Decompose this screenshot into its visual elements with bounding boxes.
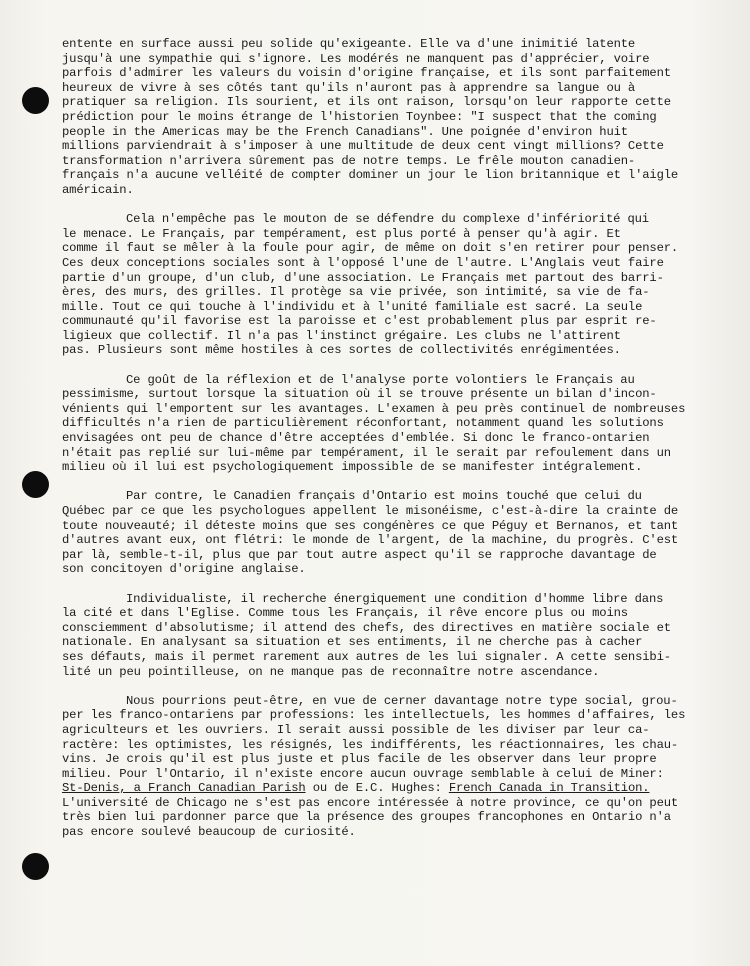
text-line: communauté qu'il favorise est la paroisse et c'est probablement plus par esprit re- xyxy=(62,314,657,329)
paragraph-2 xyxy=(62,212,734,358)
text-line: très bien lui pardonner parce que la présence des groupes francophones en Ontario n'a xyxy=(62,810,671,825)
text-line: pas encore soulevé beaucoup de curiosité. xyxy=(62,825,356,840)
binder-hole xyxy=(22,87,49,114)
binder-hole xyxy=(22,853,49,880)
binder-hole xyxy=(22,471,49,498)
text-line: vénients qui l'emportent sur les avantages. L'examen à peu près continuel de nombreuses xyxy=(62,401,686,416)
text-line: transformation n'arrivera sûrement pas de notre temps. Le frêle mouton canadien- xyxy=(62,153,636,168)
paragraph-6 xyxy=(62,694,734,840)
paragraph-3 xyxy=(62,373,734,475)
text-line: Individualiste, il recherche énergiquement une condition d'homme libre dans xyxy=(126,591,664,606)
text-line: people in the Americas may be the French Canadians". Une poignée d'environ huit xyxy=(62,124,628,139)
text-line: difficultés n'a rien de particulièrement réconfortant, notamment quand les solutions xyxy=(62,416,664,431)
text-line: ractère: les optimistes, les résignés, les indifférents, les réactionnaires, les chau- xyxy=(62,737,679,752)
text-line: n'était pas replié sur lui-même par tempérament, il le serait par refoulement dans un xyxy=(62,445,671,460)
text-line: par là, semble-t-il, plus que par tout autre aspect qu'il se rapproche davantage de xyxy=(62,547,657,562)
text-line: millions parviendrait à s'imposer à une multitude de deux cent vingt millions? Cette xyxy=(62,139,664,154)
page-text xyxy=(62,37,734,840)
text-line: prédiction pour le moins étrange de l'historien Toynbee: "I suspect that the coming xyxy=(62,109,657,124)
text-line: parfois d'admirer les valeurs du voisin d'origine française, et ils sont parfaitement xyxy=(62,66,671,81)
text-line: envisagées ont peu de chance d'être acceptées d'emblée. Si donc le franco-ontarien xyxy=(62,431,650,446)
text-line: consciemment d'absolutisme; il attend des chefs, des directives en matière sociale et xyxy=(62,620,671,635)
text-line: toute nouveauté; il déteste moins que ses congénères ce que Péguy et Bernanos, et tant xyxy=(62,518,679,533)
text-line: pas. Plusieurs sont même hostiles à ces sortes de collectivités enrégimentées. xyxy=(62,343,621,358)
text-line: Nous pourrions peut-être, en vue de cerner davantage notre type social, grou- xyxy=(126,693,678,708)
book-title-hughes: French Canada in Transition. xyxy=(448,781,650,796)
text-line: ses défauts, mais il permet rarement aux autres de les lui signaler. A cette sensibi- xyxy=(62,649,671,664)
text-line: le menace. Le Français, par tempérament, est plus porté à penser qu'à agir. Et xyxy=(62,226,621,241)
text-line: ligieux que collectif. Il n'a pas l'instinct grégaire. Les clubs ne l'attirent xyxy=(62,328,621,343)
text-line: mille. Tout ce qui touche à l'individu et à l'unité familiale est sacré. La seule xyxy=(62,299,643,314)
text-line: partie d'un groupe, d'un club, d'une association. Le Français met partout des barri- xyxy=(62,270,664,285)
text-line: lité un peu pointilleuse, on ne manque pas de reconnaître notre ascendance. xyxy=(62,664,600,679)
paragraph-4 xyxy=(62,489,734,577)
text-line: Québec par ce que les psychologues appellent le misonéisme, c'est-à-dire la crainte de xyxy=(62,504,679,518)
text-line: pratiquer sa religion. Ils sourient, et ils ont raison, lorsqu'on leur rapporte cette xyxy=(62,95,671,110)
text-line: agriculteurs et les ouvriers. Il serait aussi possible de les diviser par leur ca- xyxy=(62,722,650,737)
paragraph-5 xyxy=(62,592,734,680)
text-line: ères, des murs, des grilles. Il protège sa vie privée, son intimité, sa vie de fa- xyxy=(62,285,650,300)
book-title-miner: St-Denis, a Franch Canadian Parish xyxy=(62,781,306,796)
text-line: nationale. En analysant sa situation et ses entiments, il ne cherche pas à cacher xyxy=(62,635,643,650)
text-line: entente en surface aussi peu solide qu'exigeante. Elle va d'une inimitié latente xyxy=(62,37,636,51)
text-line: vins. Je crois qu'il est plus juste et plus facile de les observer dans leur propre xyxy=(62,752,657,767)
citation-line xyxy=(62,781,734,796)
text-line: son concitoyen d'origine anglaise. xyxy=(62,562,306,577)
text-line: d'autres avant eux, ont flétri: le monde de l'argent, de la machine, du progrès. C'est xyxy=(62,533,679,548)
text-line: jusqu'à une sympathie qui s'ignore. Les modérés ne manquent pas d'apprécier, voire xyxy=(62,51,650,66)
text-line: Par contre, le Canadien français d'Ontario est moins touché que celui du xyxy=(126,489,642,504)
text-line: per les franco-ontariens par professions: les intellectuels, les hommes d'affaires, les xyxy=(62,708,686,723)
text-line: français n'a aucune velléité de compter dominer un jour le lion britannique et l'aigle xyxy=(62,168,679,183)
text-line: Ces deux conceptions sociales sont à l'opposé l'une de l'autre. L'Anglais veut faire xyxy=(62,255,664,270)
text-line: milieu où il lui est psychologiquement impossible de se manifester intégralement. xyxy=(62,460,643,475)
text-line: comme il faut se mêler à la foule pour agir, de même on doit s'en retirer pour penser. xyxy=(62,241,679,256)
citation-connector: ou de E.C. Hughes: xyxy=(305,781,449,796)
text-line: pessimisme, surtout lorsque la situation où il se trouve présente un bilan d'incon- xyxy=(62,387,657,402)
text-line: milieu. Pour l'Ontario, il n'existe encore aucun ouvrage semblable à celui de Miner: xyxy=(62,766,664,781)
text-line: américain. xyxy=(62,182,134,197)
text-line: Cela n'empêche pas le mouton de se défendre du complexe d'infériorité qui xyxy=(126,212,649,227)
text-line: L'université de Chicago ne s'est pas encore intéressée à notre province, ce qu'on peut xyxy=(62,795,679,810)
text-line: heureux de vivre à ses côtés tant qu'ils n'auront pas à apprendre sa langue ou à xyxy=(62,80,636,95)
text-line: la cité et dans l'Eglise. Comme tous les Français, il rêve encore plus ou moins xyxy=(62,606,628,621)
paragraph-1 xyxy=(62,37,734,198)
text-line: Ce goût de la réflexion et de l'analyse porte volontiers le Français au xyxy=(126,372,635,387)
